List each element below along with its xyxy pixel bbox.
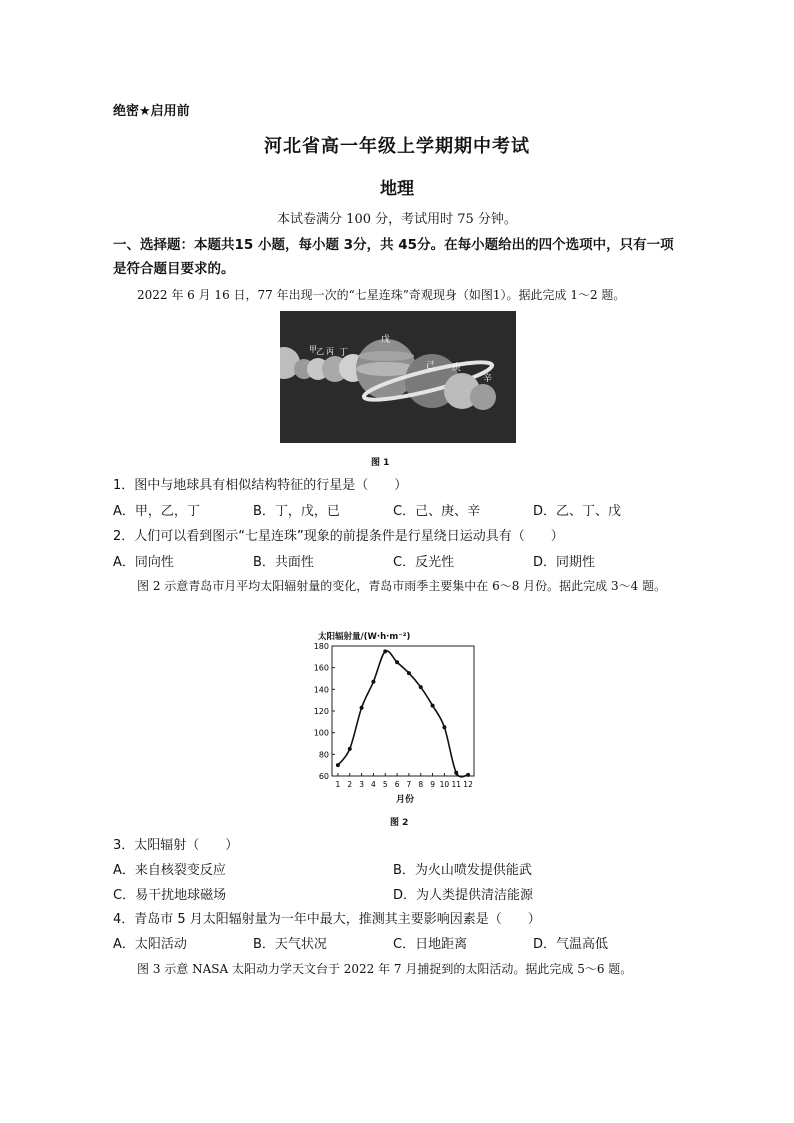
- planet-label-xin: 辛: [483, 374, 493, 384]
- q3-option-b: B．为火山喷发提供能武: [393, 863, 532, 878]
- y-tick-label: 100: [313, 728, 329, 738]
- intro-paragraph-1: 2022 年 6 月 16 日，77 年出现一次的“七星连珠”奇观现身（如图1）。据此完成 1～2 题。: [137, 288, 626, 302]
- data-point: [336, 763, 340, 767]
- exam-info: 本试卷满分 100 分，考试用时 75 分钟。: [277, 212, 517, 227]
- q4-option-d: D．气温高低: [533, 937, 609, 952]
- data-point: [466, 773, 470, 777]
- data-point: [407, 671, 411, 675]
- data-point: [419, 685, 423, 689]
- y-tick-label: 120: [313, 707, 329, 716]
- q1-option-a: A．甲，乙，丁: [113, 504, 200, 519]
- section-heading: 一、选择题：本题共15 小题，每小题 3分，共 45分。在每小题给出的四个选项中，只有一项是符合题目要求的。: [113, 237, 674, 277]
- q3-option-d: D．为人类提供清洁能源: [393, 888, 534, 903]
- subject-title: 地理: [380, 179, 414, 199]
- data-point: [371, 680, 375, 684]
- planet-label-geng: 庚: [452, 363, 462, 373]
- question-3-stem: 3．太阳辐射（ ）: [113, 838, 239, 853]
- data-point: [360, 706, 364, 710]
- data-point: [395, 660, 399, 664]
- q2-option-d: D．同期性: [533, 555, 596, 570]
- radiation-line-chart: [298, 628, 488, 808]
- x-tick-label: 8: [418, 780, 424, 789]
- series-line: [338, 651, 468, 777]
- q4-option-a: A．太阳活动: [113, 937, 187, 952]
- y-tick-label: 160: [313, 663, 329, 673]
- q2-option-a: A．同向性: [113, 555, 174, 570]
- x-axis-label: 月份: [396, 795, 415, 805]
- exam-title: 河北省高一年级上学期期中考试: [264, 136, 530, 157]
- x-tick-label: 5: [382, 780, 388, 789]
- data-point: [442, 725, 446, 729]
- q2-option-c: C．反光性: [393, 555, 455, 570]
- data-point: [431, 704, 435, 708]
- figure-1-caption: 图 1: [371, 458, 390, 468]
- x-tick-label: 11: [451, 780, 462, 789]
- data-point: [383, 649, 387, 653]
- figure-2-chart: [298, 628, 488, 808]
- q4-option-b: B．天气状况: [253, 937, 327, 952]
- plot-frame: [332, 646, 474, 776]
- x-tick-label: 9: [430, 780, 435, 789]
- x-tick-label: 1: [335, 780, 341, 789]
- x-tick-label: 12: [463, 780, 473, 789]
- x-tick-label: 7: [406, 780, 412, 789]
- planet-label-ji: 己: [426, 361, 436, 371]
- x-tick-label: 3: [359, 780, 364, 789]
- intro-paragraph-2: 图 2 示意青岛市月平均太阳辐射量的变化，青岛市雨季主要集中在 6～8 月份。据此完成 3～4 题。: [137, 579, 667, 593]
- y-tick-label: 60: [318, 772, 329, 781]
- x-tick-label: 6: [394, 780, 400, 789]
- question-4-stem: 4．青岛市 5 月太阳辐射量为一年中最大，推测其主要影响因素是（ ）: [113, 912, 541, 927]
- planet-label-wu: 戊: [381, 335, 391, 345]
- question-2-stem: 2．人们可以看到图示“七星连珠”现象的前提条件是行星绕日运动具有（ ）: [113, 529, 564, 544]
- planets-illustration: [280, 311, 516, 443]
- figure-2-caption: 图 2: [390, 818, 409, 828]
- planet-label-ding: 丁: [339, 348, 349, 358]
- planet-label-jia: 甲: [309, 345, 317, 354]
- confidential-label: 绝密★启用前: [113, 104, 190, 119]
- y-tick-label: 180: [313, 642, 329, 651]
- q3-option-a: A．来自核裂变反应: [113, 863, 226, 878]
- chart-title: 太阳辐射量/(W·h·m⁻²): [318, 632, 411, 642]
- q1-option-c: C．己、庚、辛: [393, 504, 481, 519]
- x-tick-label: 2: [347, 780, 353, 789]
- intro-paragraph-3: 图 3 示意 NASA 太阳动力学天文台于 2022 年 7 月捕捉到的太阳活动。据此完成 5～6 题。: [137, 962, 633, 976]
- figure-1-planets: [280, 311, 516, 443]
- data-point: [348, 747, 352, 751]
- planet-label-bing: 丙: [326, 347, 334, 356]
- q1-option-d: D．乙、丁、戊: [533, 504, 622, 519]
- q2-option-b: B．共面性: [253, 555, 314, 570]
- y-tick-label: 80: [318, 750, 329, 760]
- question-1-stem: 1．图中与地球具有相似结构特征的行星是（ ）: [113, 478, 408, 493]
- x-tick-label: 4: [371, 780, 376, 789]
- x-tick-label: 10: [439, 780, 450, 789]
- q1-option-b: B．丁，戊，已: [253, 504, 340, 519]
- y-tick-label: 140: [313, 685, 329, 695]
- planet-label-yi: 乙: [316, 347, 324, 356]
- q3-option-c: C．易干扰地球磁场: [113, 888, 227, 903]
- data-point: [454, 771, 458, 775]
- q4-option-c: C．日地距离: [393, 937, 468, 952]
